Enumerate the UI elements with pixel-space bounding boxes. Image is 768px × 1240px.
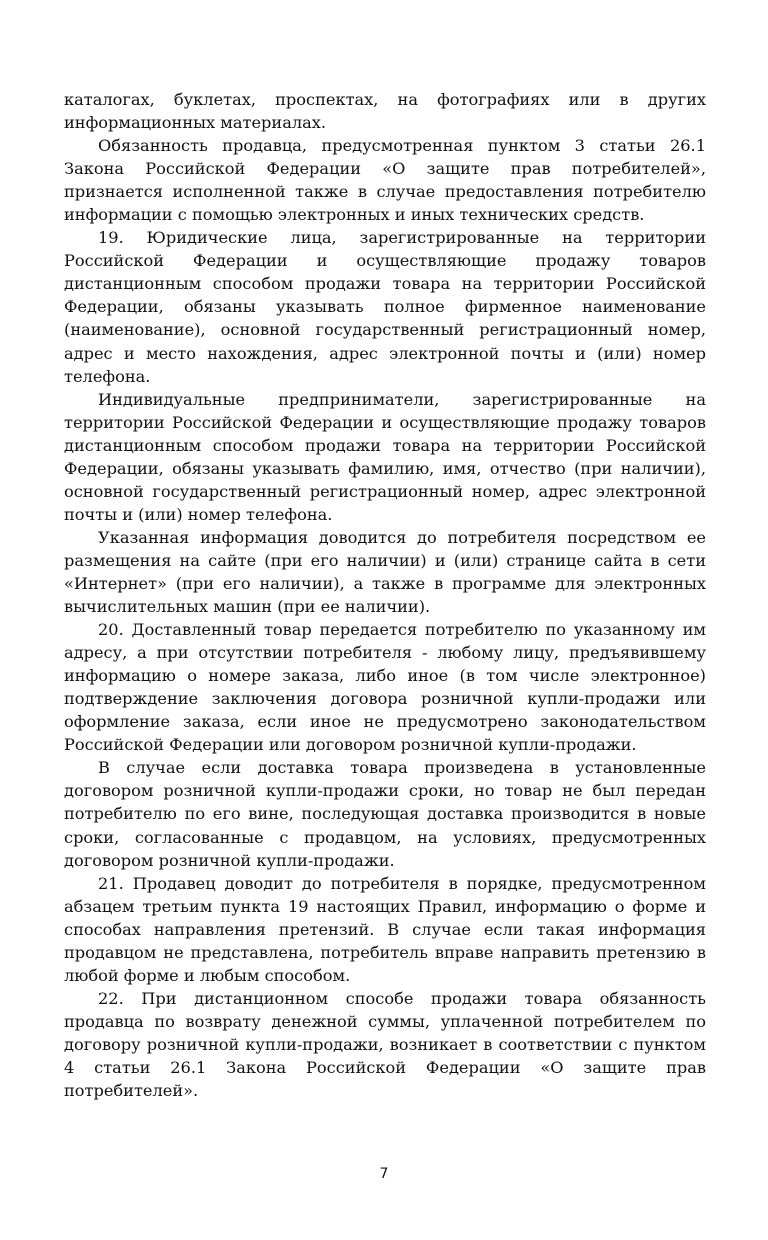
paragraph-item-20: 20. Доставленный товар передается потребителю по указанному им адресу, а при отсутствии потребителя - любому лицу, предъявившему информацию о номере заказа, либо иное (в том числе электронное) подтверждение заключения договора розничной купли-продажи или оформление заказа, если иное не предусмотрено законодательством Российской Федерации или договором розничной купли-продажи.	[64, 620, 706, 755]
paragraph-individual-entrepreneurs: Индивидуальные предприниматели, зарегистрированные на территории Российской Федерации и осуществляющие продажу товаров дистанционным способом продажи товара на территории Российской Федерации, обязаны указывать фамилию, имя, отчество (при наличии), основной государственный регистрационный номер, адрес электронной почты и (или) номер телефона.	[64, 389, 706, 524]
page-number: 7	[379, 1166, 389, 1182]
body-text	[64, 88, 706, 1102]
paragraph-item-19: 19. Юридические лица, зарегистрированные на территории Российской Федерации и осуществляющие продажу товаров дистанционным способом продажи товара на территории Российской Федерации, обязаны указывать полное фирменное наименование (наименование), основной государственный регистрационный номер, адрес и место нахождения, адрес электронной почты и (или) номер телефона.	[64, 228, 706, 386]
paragraph-information-placement: Указанная информация доводится до потребителя посредством ее размещения на сайте (при его наличии) и (или) странице сайта в сети «Интернет» (при его наличии), а также в программе для электронных вычислительных машин (при ее наличии).	[64, 527, 706, 617]
paragraph-item-22: 22. При дистанционном способе продажи товара обязанность продавца по возврату денежной суммы, уплаченной потребителем по договору розничной купли-продажи, возникает в соответствии с пунктом 4 статьи 26.1 Закона Российской Федерации «О защите прав потребителей».	[64, 988, 706, 1101]
paragraph-seller-obligation: Обязанность продавца, предусмотренная пунктом 3 статьи 26.1 Закона Российской Федерации «О защите прав потребителей», признается исполненной также в случае предоставления потребителю информации с помощью электронных и иных технических средств.	[64, 136, 706, 225]
paragraph-item-21: 21. Продавец доводит до потребителя в порядке, предусмотренном абзацем третьим пункта 19 настоящих Правил, информацию о форме и способах направления претензий. В случае если такая информация продавцом не представлена, потребитель вправе направить претензию в любой форме и любым способом.	[64, 873, 706, 985]
paragraph-continuation: каталогах, буклетах, проспектах, на фотографиях или в других информационных материалах.	[64, 90, 706, 133]
paragraph-repeat-delivery: В случае если доставка товара произведена в установленные договором розничной купли-продажи сроки, но товар не был передан потребителю по его вине, последующая доставка производится в новые сроки, согласованные с продавцом, на условиях, предусмотренных договором розничной купли-продажи.	[64, 758, 706, 870]
